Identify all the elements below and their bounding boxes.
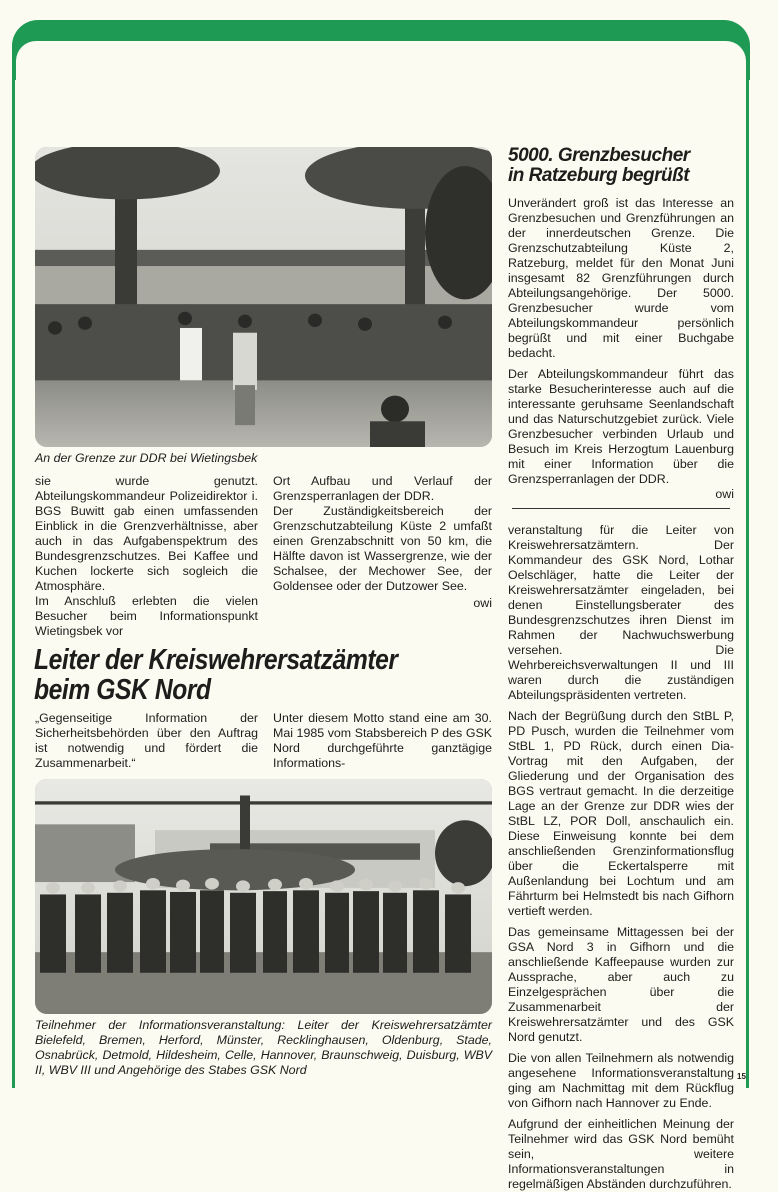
paragraph: Der Abteilungskommandeur führt das starke Besucherinteresse auch auf die interessante geruhsame Seenlandschaft und das Naturschutzgebiet zurück. Viele Grenzbesucher verbinden Urlaub und Besuch im Kreis Herzogtum Lauenburg mit einer Information über die Grenzsperranlagen der DDR. <box>508 367 734 486</box>
paragraph: Ort Aufbau und Verlauf der Grenzsperranlagen der DDR. <box>273 474 492 503</box>
article1-headline-line2: in Ratzeburg begrüßt <box>508 165 690 186</box>
article2-body <box>508 523 734 1192</box>
paragraph: Nach der Begrüßung durch den StBL P, PD Pusch, wurden die Teilnehmer vom StBL 1, PD Rück, durch einen Dia-Vortrag mit den Aufgaben, der Gliederung und der Organisation des BGS vertraut gemacht. In die derzeitige Lage an der Grenze zur DDR wies der StBL LZ, POR Doll, anschaulich ein. Diese Einweisung konnte bei dem anschließenden Grenzinformationsflug über die Eckertalsperre mit Außenlandung bei Lochtum und am Fährturm bei Helmstedt bis nach Gifhorn vertieft werden. <box>508 709 734 918</box>
article1-headline <box>508 146 734 186</box>
photo2-caption: Teilnehmer der Informationsveranstaltung: Leiter der Kreiswehrersatzämter Bielefeld, Bremen, Herford, Münster, Recklinghausen, Oldenburg, Stade, Osnabrück, Detmold, Hildesheim, Celle, Hannover, Braunschweig, Duisburg, WBV II, WBV III und Angehörige des Stabes GSK Nord <box>35 1018 492 1077</box>
paragraph: sie wurde genutzt. Abteilungskommandeur Polizeidirektor i. BGS Buwitt gab einen umfassenden Einblick in die Grenzverhältnisse, aber auch in das Aufgabenspektrum des Bundesgrenzschutzes. Bei Kaffee und Kuchen lockerte sich sogleich die Atmosphäre. <box>35 474 258 593</box>
paragraph: Die von allen Teilnehmern als notwendig angesehene Informationsveranstaltung ging am Nachmittag mit dem Rückflug von Gifhorn nach Hannover zu Ende. <box>508 1051 734 1110</box>
article1-body <box>508 196 734 502</box>
right-column <box>508 146 734 1192</box>
author-signature: owi <box>715 487 734 501</box>
article1-headline-line1: 5000. Grenzbesucher <box>508 145 690 166</box>
photo-border-crowd <box>35 147 492 447</box>
paragraph: Aufgrund der einheitlichen Meinung der Teilnehmer wird das GSK Nord bemüht sein, weitere Informationsveranstaltungen in regelmäßigen Abständen durchzuführen. <box>508 1117 734 1191</box>
article2-intro: Unter diesem Motto stand eine am 30. Mai 1985 vom Stabsbereich P des GSK Nord durchgeführte ganztägige Informations- <box>273 711 492 770</box>
article2-headline-line2: beim GSK Nord <box>34 674 211 706</box>
page-number: 15 <box>737 1072 746 1081</box>
paragraph: veranstaltung für die Leiter von Kreiswehrersatzämtern. Der Kommandeur des GSK Nord, Lothar Oelschläger, hatte die Leiter der Kreiswehrersatzämter eingeladen, bei denen Einstellungsberater des Bundesgrenzschutzes ihren Dienst im Rahmen der Nachwuchswerbung versehen. Die Wehrbereichsverwaltungen II und III waren durch die zuständigen Abteilungspräsidenten vertreten. <box>508 523 734 702</box>
photo-group-helicopter <box>35 779 492 1014</box>
left-column <box>35 147 492 1078</box>
paragraph: Der Zuständigkeitsbereich der Grenzschutzabteilung Küste 2 umfaßt einen Grenzabschnitt von 50 km, die Hälfte davon ist Wassergrenze, wie der Schalsee, der Mechower See, der Goldensee oder der Dutzower See. <box>273 504 492 593</box>
author-signature: owi <box>473 596 492 610</box>
article1-col1 <box>35 474 258 639</box>
paragraph: Das gemeinsame Mittagessen bei der GSA Nord 3 in Gifhorn und die anschließende Kaffeepause wurden zur Aussprache, aber auch zu Einzelgesprächen über die Zusammenarbeit der Kreiswehrersatzämter und des GSK Nord genutzt. <box>508 925 734 1044</box>
article1-columns <box>35 474 492 639</box>
article2-motto: „Gegenseitige Information der Sicherheitsbehörden über den Auftrag ist notwendig und fördert die Zusammenarbeit.“ <box>35 711 258 770</box>
column-divider <box>512 508 730 509</box>
article1-col2 <box>273 474 492 639</box>
paragraph: Unverändert groß ist das Interesse an Grenzbesuchen und Grenzführungen an der innerdeutschen Grenze. Die Grenzschutzabteilung Küste 2, Ratzeburg, meldet für den Monat Juni insgesamt 82 Grenzführungen durch Abteilungsangehörige. Der 5000. Grenzbesucher wurde vom Abteilungskommandeur persönlich begrüßt und mit einer Buchgabe bedacht. <box>508 196 734 360</box>
green-frame-left <box>12 60 15 1088</box>
article2-headline <box>34 645 423 705</box>
article2-intro-columns <box>35 711 492 771</box>
photo1-caption: An der Grenze zur DDR bei Wietingsbek <box>35 451 258 465</box>
paragraph: Im Anschluß erlebten die vielen Besucher beim Informationspunkt Wietingsbek vor <box>35 594 258 638</box>
green-frame-right <box>746 60 749 1088</box>
article2-headline-line1: Leiter der Kreiswehrersatzämter <box>34 644 398 676</box>
